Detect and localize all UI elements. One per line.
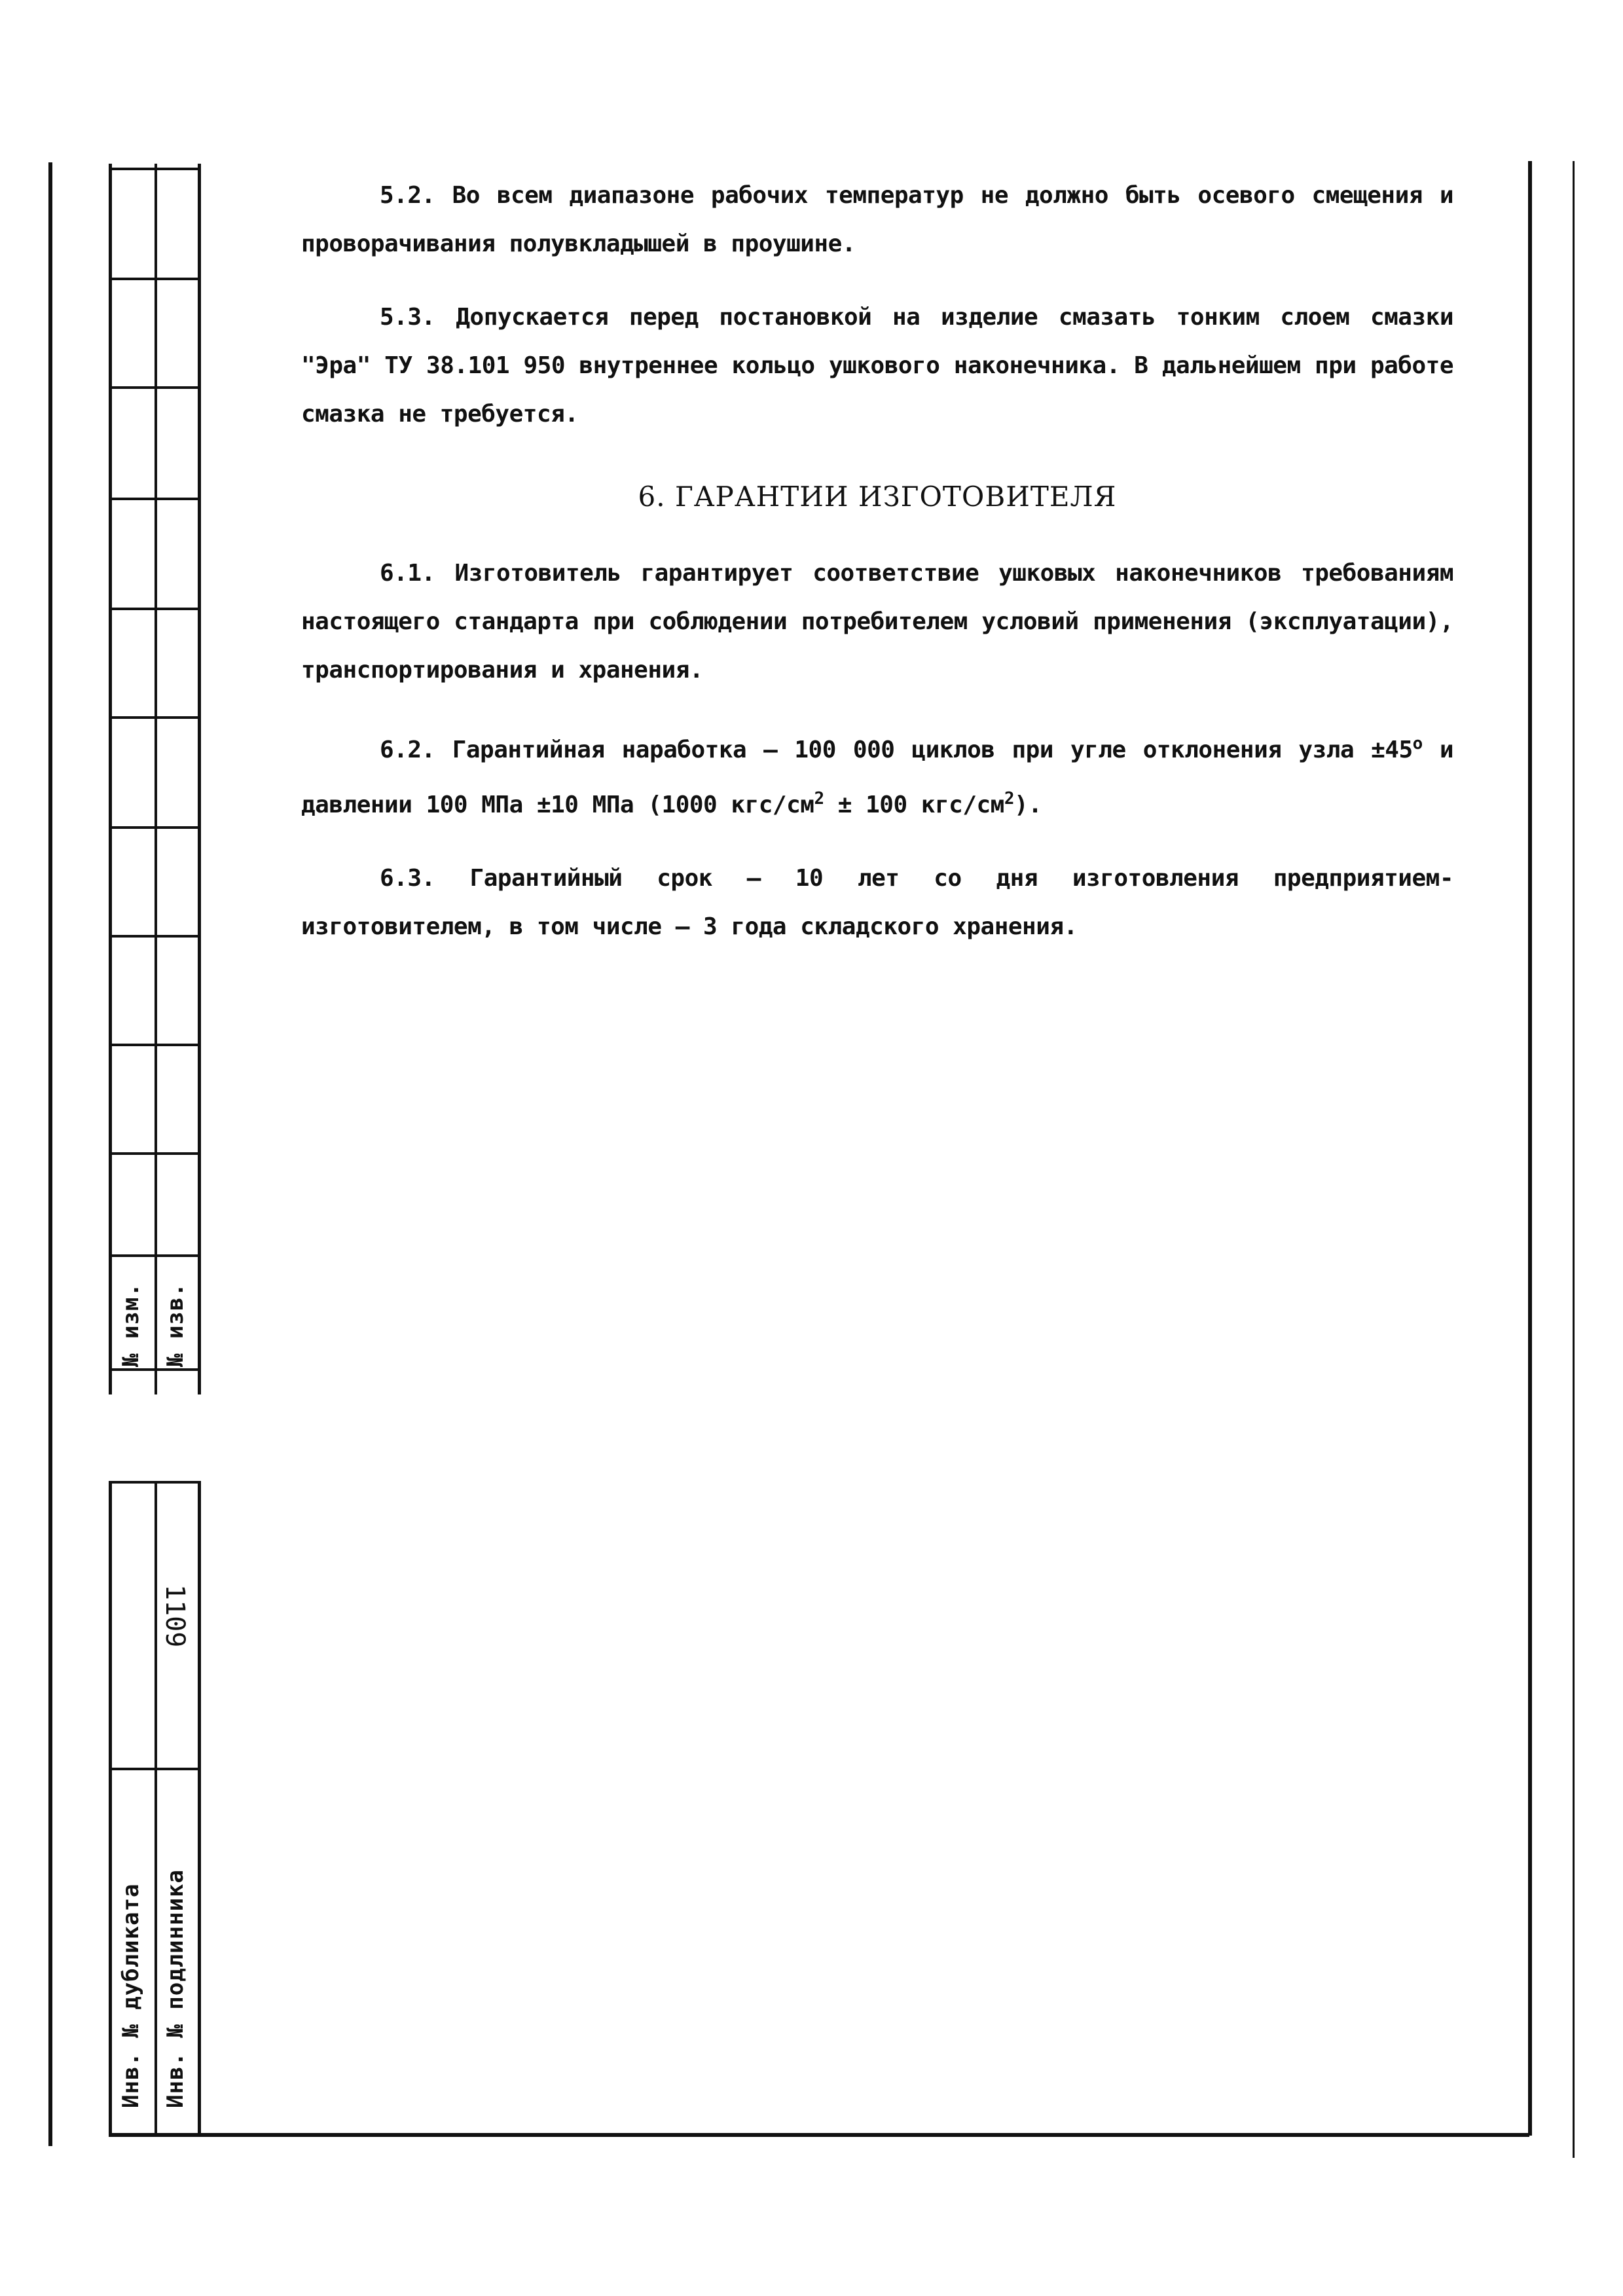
stamp-row-line — [109, 168, 200, 170]
square-mark: 2 — [1004, 789, 1015, 809]
bottom-frame-line — [109, 2133, 1529, 2137]
stamp-lower-top-line — [109, 1481, 200, 1484]
p62-part-c: ± 100 кгс/см — [824, 792, 1004, 818]
p62-part-b: и давлении 100 МПа ±10 МПа (1000 кгс/см — [301, 737, 1453, 818]
stamp-row-line — [109, 498, 200, 500]
stamp-row-line — [109, 1254, 200, 1257]
stamp-col-line-2 — [155, 164, 157, 1394]
stamp-row-line — [109, 608, 200, 610]
stamp-row-line — [109, 716, 200, 719]
stamp-row-line — [109, 1152, 200, 1155]
stamp-no-izm: № изм. — [118, 1283, 144, 1367]
paragraph-6-2 — [301, 720, 1453, 829]
paragraph-6-1: 6.1. Изготовитель гарантирует соответствие ушковых наконечников требованиям настоящего стандарта при соблюдении потребителем условий применения (эксплуатации), транспортирования и хранения. — [301, 560, 1453, 683]
stamp-lower-col-line-1 — [109, 1481, 112, 2136]
stamp-row-line — [109, 386, 200, 389]
right-margin-line — [1573, 161, 1575, 2158]
original-inventory-number: 1109 — [160, 1584, 190, 1648]
stamp-col-line-3 — [198, 164, 201, 1394]
stamp-row-line — [109, 278, 200, 280]
square-mark: 2 — [814, 789, 824, 809]
section-heading: 6. ГАРАНТИИ ИЗГОТОВИТЕЛЯ — [638, 481, 1117, 513]
stamp-lower-col-line-2 — [155, 1481, 157, 2136]
stamp-row-line — [109, 826, 200, 829]
paragraph-5-2: 5.2. Во всем диапазоне рабочих температур не должно быть осевого смещения и проворачивания полувкладышей в проушине. — [301, 182, 1453, 257]
stamp-inv-dubl: Инв. № дубликата — [118, 1883, 144, 2108]
stamp-no-izv: № изв. — [162, 1283, 189, 1367]
stamp-row-line — [109, 1044, 200, 1046]
stamp-inv-podl: Инв. № подлинника — [162, 1869, 189, 2108]
paragraph-5-3: 5.3. Допускается перед постановкой на изделие смазать тонким слоем смазки "Эра" ТУ 38.101 950 внутреннее кольцо ушкового наконечника. В дальнейшем при работе смазка не требуется. — [301, 304, 1453, 428]
degree-mark: о — [1412, 734, 1423, 754]
p62-part-d: ). — [1014, 792, 1042, 818]
stamp-row-line — [109, 935, 200, 938]
stamp-lower-mid-line — [109, 1768, 200, 1770]
stamp-row-line — [109, 1368, 200, 1371]
paragraph-6-3: 6.3. Гарантийный срок – 10 лет со дня изготовления предприятием-изготовителем, в том числе – 3 года складского хранения. — [301, 865, 1453, 940]
right-frame-line — [1528, 161, 1532, 2136]
stamp-col-line-1 — [109, 164, 112, 1394]
page-content — [301, 172, 1453, 976]
left-margin-line — [48, 162, 52, 2146]
stamp-lower-col-line-3 — [198, 1481, 201, 2136]
p62-part-a: 6.2. Гарантийная наработка – 100 000 циклов при угле отклонения узла ±45 — [380, 737, 1413, 763]
